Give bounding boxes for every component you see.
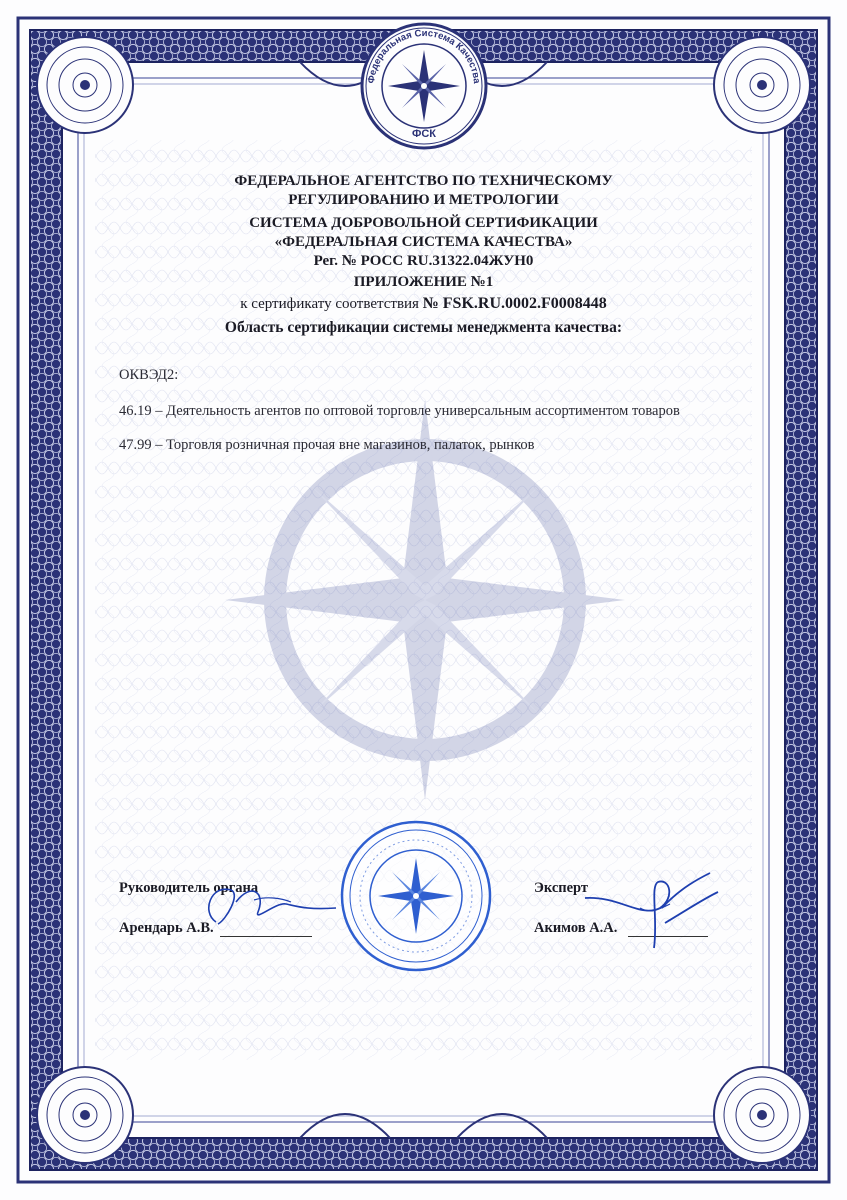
document-header	[95, 172, 752, 337]
certificate-number: № FSK.RU.0002.F0008448	[422, 295, 607, 312]
okved-item: 47.99 – Торговля розничная прочая вне магазинов, палаток, рынков	[119, 437, 535, 453]
registration-number: Рег. № РОСС RU.31322.04ЖУН0	[313, 253, 534, 269]
system-line-1: СИСТЕМА ДОБРОВОЛЬНОЙ СЕРТИФИКАЦИИ	[249, 215, 598, 231]
agency-line-2: РЕГУЛИРОВАНИЮ И МЕТРОЛОГИИ	[288, 192, 559, 208]
okved-section	[119, 366, 739, 470]
right-signatory-name: Акимов А.А.	[534, 920, 618, 936]
round-stamp	[338, 818, 494, 974]
scope-title: Область сертификации системы менеджмента качества:	[224, 319, 623, 336]
agency-line-1: ФЕДЕРАЛЬНОЕ АГЕНТСТВО ПО ТЕХНИЧЕСКОМУ	[234, 173, 613, 189]
right-signature	[580, 868, 730, 958]
left-signatory-name: Арендарь А.В.	[119, 920, 214, 936]
certificate-reference	[95, 294, 752, 314]
annex-title: ПРИЛОЖЕНИЕ №1	[353, 274, 494, 290]
emblem-ring-text: Федеральная Система Качества	[365, 27, 482, 85]
okved-item: 46.19 – Деятельность агентов по оптовой торговле универсальным ассортиментом товаров	[119, 403, 680, 419]
left-signatory-title: Руководитель органа	[119, 880, 259, 896]
fsk-emblem	[358, 20, 490, 152]
okved-label: ОКВЭД2:	[119, 367, 179, 383]
left-signature	[196, 872, 346, 942]
system-line-2: «ФЕДЕРАЛЬНАЯ СИСТЕМА КАЧЕСТВА»	[274, 234, 573, 250]
certificate-prefix: к сертификату соответствия	[240, 296, 423, 312]
right-signatory-title: Эксперт	[534, 880, 589, 896]
emblem-abbr: ФСК	[411, 128, 437, 140]
